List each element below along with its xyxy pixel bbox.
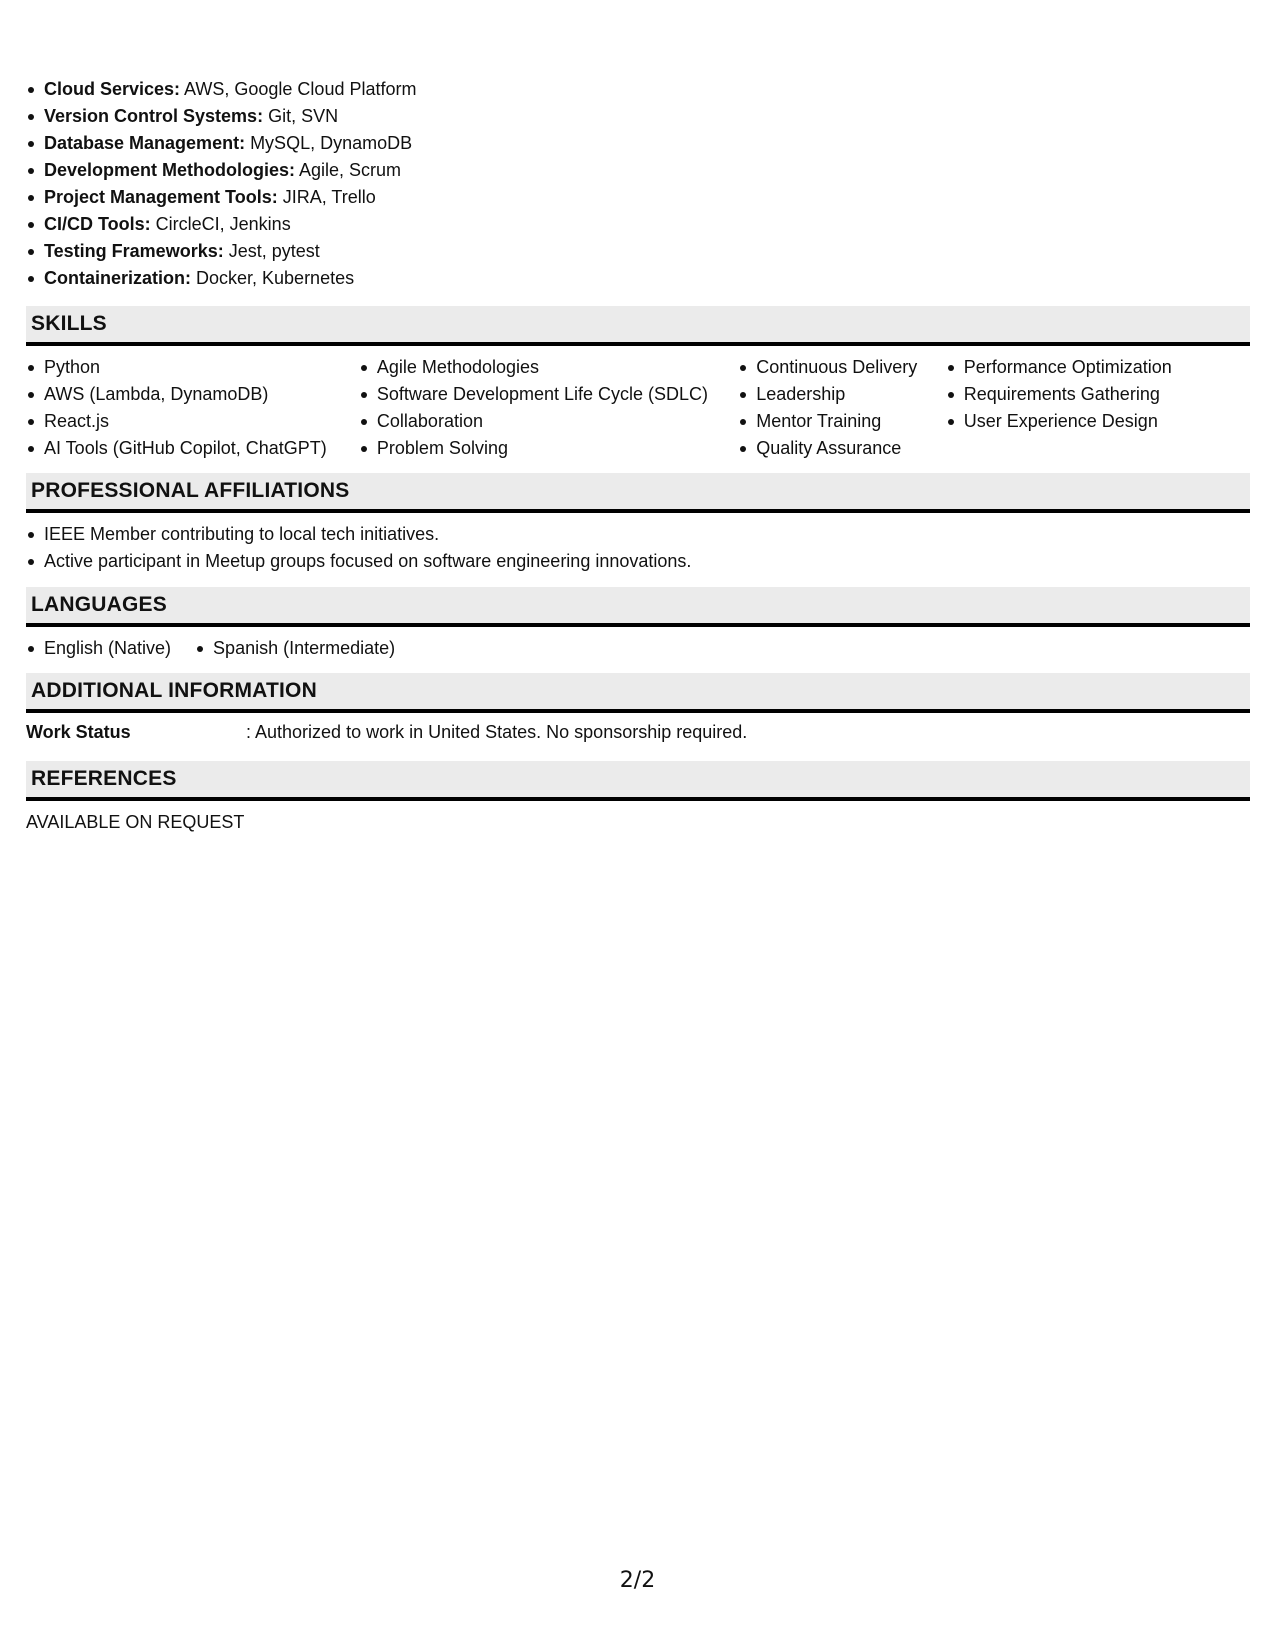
skills-column: [738, 354, 946, 462]
list-item: Performance Optimization: [964, 354, 1250, 381]
skills-column: [26, 354, 359, 462]
item-value: AWS, Google Cloud Platform: [180, 79, 417, 99]
work-status-value: : Authorized to work in United States. No sponsorship required.: [246, 722, 748, 742]
list-item: English (Native): [44, 635, 171, 662]
item-value: Docker, Kubernetes: [191, 268, 355, 288]
list-item: Requirements Gathering: [964, 381, 1250, 408]
list-item: [44, 184, 1250, 211]
item-label: Version Control Systems:: [44, 106, 264, 126]
work-status-row: [26, 713, 1250, 746]
resume-page: [26, 76, 1250, 836]
item-value: JIRA, Trello: [277, 187, 376, 207]
item-value: CircleCI, Jenkins: [150, 214, 291, 234]
item-value: Git, SVN: [263, 106, 339, 126]
list-item: User Experience Design: [964, 408, 1250, 435]
list-item: Agile Methodologies: [377, 354, 738, 381]
list-item: [44, 130, 1250, 157]
page-number: 2/2: [619, 1568, 656, 1593]
list-item: Active participant in Meetup groups focused on software engineering innovations.: [44, 548, 1250, 575]
item-label: Containerization:: [44, 268, 191, 288]
languages-list: [26, 627, 1250, 662]
list-item: [44, 157, 1250, 184]
item-value: Jest, pytest: [223, 241, 320, 261]
list-item: Software Development Life Cycle (SDLC): [377, 381, 738, 408]
list-item: [44, 211, 1250, 238]
list-item: Spanish (Intermediate): [213, 635, 395, 662]
skills-grid: [26, 346, 1250, 462]
list-item: AI Tools (GitHub Copilot, ChatGPT): [44, 435, 359, 462]
list-item: Quality Assurance: [756, 435, 946, 462]
section-header-skills: SKILLS: [26, 306, 1250, 346]
affiliations-list: [26, 513, 1250, 575]
work-status-label: Work Status: [26, 722, 131, 742]
list-item: AWS (Lambda, DynamoDB): [44, 381, 359, 408]
item-label: Project Management Tools:: [44, 187, 278, 207]
section-header-languages: LANGUAGES: [26, 587, 1250, 627]
list-item: Leadership: [756, 381, 946, 408]
item-label: Database Management:: [44, 133, 246, 153]
item-label: Cloud Services:: [44, 79, 181, 99]
list-item: Mentor Training: [756, 408, 946, 435]
list-item: [44, 265, 1250, 292]
item-value: MySQL, DynamoDB: [245, 133, 413, 153]
item-label: Development Methodologies:: [44, 160, 296, 180]
list-item: React.js: [44, 408, 359, 435]
list-item: IEEE Member contributing to local tech initiatives.: [44, 521, 1250, 548]
section-header-references: REFERENCES: [26, 761, 1250, 801]
tools-list: [26, 76, 1250, 292]
list-item: Collaboration: [377, 408, 738, 435]
list-item: Python: [44, 354, 359, 381]
list-item: [44, 103, 1250, 130]
item-label: Testing Frameworks:: [44, 241, 224, 261]
item-value: Agile, Scrum: [295, 160, 402, 180]
section-header-additional-info: ADDITIONAL INFORMATION: [26, 673, 1250, 713]
list-item: Problem Solving: [377, 435, 738, 462]
list-item: Continuous Delivery: [756, 354, 946, 381]
item-label: CI/CD Tools:: [44, 214, 151, 234]
references-text: AVAILABLE ON REQUEST: [26, 812, 245, 832]
skills-column: [946, 354, 1250, 462]
list-item: [44, 76, 1250, 103]
section-header-affiliations: PROFESSIONAL AFFILIATIONS: [26, 473, 1250, 513]
list-item: [44, 238, 1250, 265]
skills-column: [359, 354, 738, 462]
